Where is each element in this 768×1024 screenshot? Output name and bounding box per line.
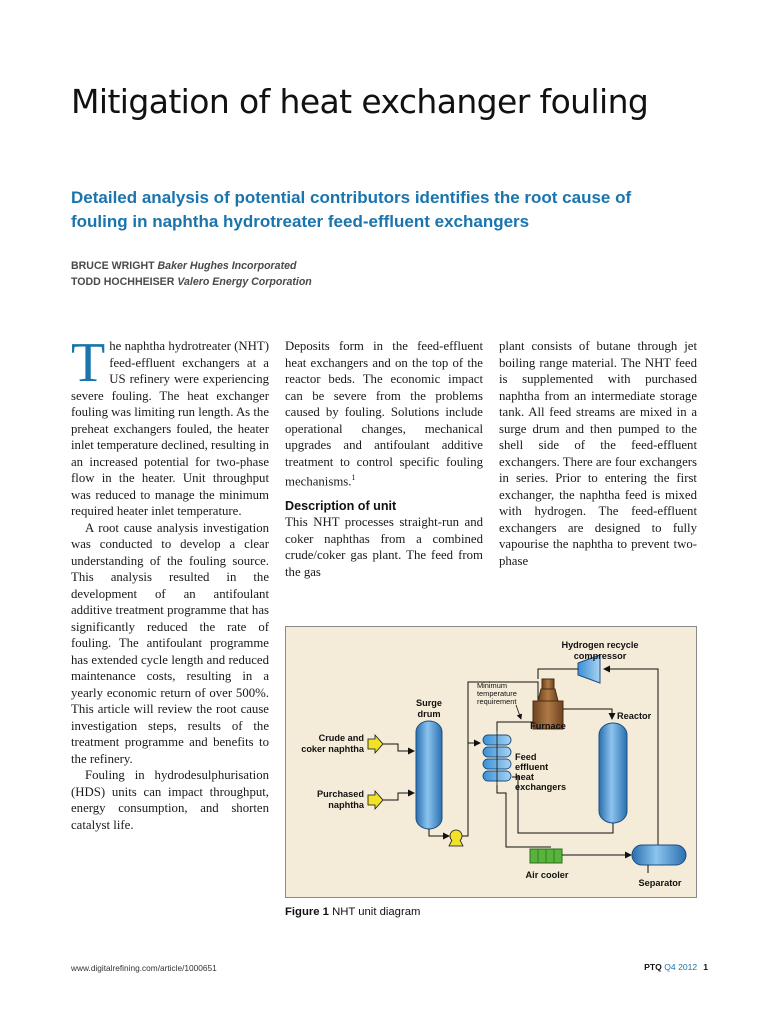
author-affiliation: Baker Hughes Incorporated [157, 260, 297, 272]
label-feed-eff-4: exchangers [515, 782, 567, 792]
purchased-line [383, 793, 414, 800]
author-name: TODD HOCHHEISER [71, 276, 175, 288]
label-crude-1: Crude and [318, 733, 364, 743]
compressor-to-furnace-line [538, 669, 578, 679]
pump-to-exchanger-line [462, 743, 480, 836]
surge-to-pump-line [429, 829, 449, 836]
body-column-2 [285, 338, 483, 580]
label-purchased-1: Purchased [317, 789, 364, 799]
min-temp-pointer [516, 705, 521, 719]
body-column-3 [499, 338, 697, 569]
purchased-naphtha-arrow [368, 791, 383, 809]
exchanger-effluent-line [497, 785, 551, 847]
figure-caption [285, 906, 420, 918]
paragraph-text: he naphtha hydrotreater (NHT) feed-effluent exchangers at a US refinery were experiencing severe fouling. The heat exchanger fouling was limiting run length. As the preheat exchangers fouled, the heater inlet temperature declined, resulting in an increased potential for two-phase flow in the heater. Unit throughput was reduced to manage the minimum required heater inlet temperature. [71, 339, 269, 518]
exchanger-to-furnace-line [497, 722, 534, 731]
paragraph-text: Deposits form in the feed-effluent heat exchangers and on the top of the reactor beds. The economic impact can be severe from the problems caused by fouling. Solutions include operational changes, mechanical upgrades and antifoulant additive treatment to control specific fouling mechanisms. [285, 339, 483, 489]
figure-caption-label: Figure 1 [285, 906, 329, 918]
body-paragraph: This NHT processes straight-run and coker naphthas from a combined crude/coker gas plant. The feed from the gas [285, 515, 483, 579]
footer-issue [644, 962, 708, 972]
air-cooler-icon [530, 849, 562, 863]
label-compressor-1: Hydrogen recycle [561, 640, 639, 650]
author-line [71, 274, 312, 290]
footer-url[interactable]: www.digitalrefining.com/article/1000651 [71, 963, 217, 973]
label-surge-2: drum [417, 709, 441, 719]
author-line [71, 258, 312, 274]
label-feed-eff-2: effluent [515, 762, 549, 772]
article-standfirst: Detailed analysis of potential contributors identifies the root cause of fouling in naphtha hydrotreater feed-effluent exchangers [71, 188, 632, 231]
byline [71, 258, 312, 290]
body-paragraph: A root cause analysis investigation was conducted to develop a clear understanding of the fouling source. This analysis resulted in the development of an antifoulant additive treatment programme that has significantly reduced the rate of fouling. The antifoulant programme has extended cycle length and reduced maintenance costs, resulting in a yearly economic return of over 500%. This article will review the root cause investigation steps, results of the treatment programme and benefits to the refinery. [71, 520, 269, 766]
figure-caption-text: NHT unit diagram [328, 906, 421, 918]
body-paragraph: plant consists of butane through jet boiling range material. The NHT feed is supplemented with purchased naphtha from an intermediate storage tank. All feed streams are mixed in a surge drum and then pumped to the shell side of the feed-effluent exchangers. There are four exchangers in series. Prior to entering the first exchanger, the naphtha feed is mixed with hydrogen. The feed-effluent exchangers are designed to fully vapourise the naphtha to prevent two-phase [499, 339, 697, 568]
label-crude-2: coker naphtha [301, 744, 364, 754]
body-paragraph [71, 332, 269, 520]
page-number: 1 [703, 962, 708, 972]
body-column-1 [71, 332, 269, 833]
journal-name: PTQ [644, 962, 662, 972]
reference-marker: 1 [351, 473, 356, 482]
label-separator: Separator [638, 878, 682, 888]
label-feed-eff-3: heat [515, 772, 534, 782]
furnace-to-reactor-line [563, 709, 612, 719]
label-air-cooler: Air cooler [525, 870, 569, 880]
crude-feed-arrow [368, 735, 383, 753]
surge-drum-vessel [416, 721, 442, 829]
author-name: BRUCE WRIGHT [71, 260, 155, 272]
issue-label: Q4 2012 [664, 962, 698, 972]
label-feed-eff-1: Feed [515, 752, 537, 762]
label-furnace: Furnace [530, 721, 566, 731]
label-min-temp-1: Minimum [477, 681, 507, 690]
label-compressor-2: compressor [573, 651, 627, 661]
body-paragraph [285, 338, 483, 490]
label-purchased-2: naphtha [328, 800, 364, 810]
diagram-svg [286, 627, 698, 899]
separator-vessel [632, 845, 686, 873]
label-min-temp-2: temperature [477, 689, 517, 698]
reactor-vessel [599, 723, 627, 823]
section-heading: Description of unit [285, 498, 397, 513]
article-title: Mitigation of heat exchanger fouling [71, 82, 649, 121]
body-paragraph: Fouling in hydrodesulphurisation (HDS) units can impact throughput, energy consumption, and shorten catalyst life. [71, 768, 269, 832]
label-surge-1: Surge [415, 698, 443, 708]
feed-effluent-exchangers-icon [483, 731, 511, 785]
label-min-temp-3: requirement [477, 697, 517, 706]
author-affiliation: Valero Energy Corporation [177, 276, 312, 288]
drop-cap: T [71, 332, 106, 394]
nht-unit-diagram [285, 626, 697, 898]
label-reactor: Reactor [617, 711, 652, 721]
crude-line [383, 744, 414, 751]
feed-pump-icon [449, 830, 463, 846]
